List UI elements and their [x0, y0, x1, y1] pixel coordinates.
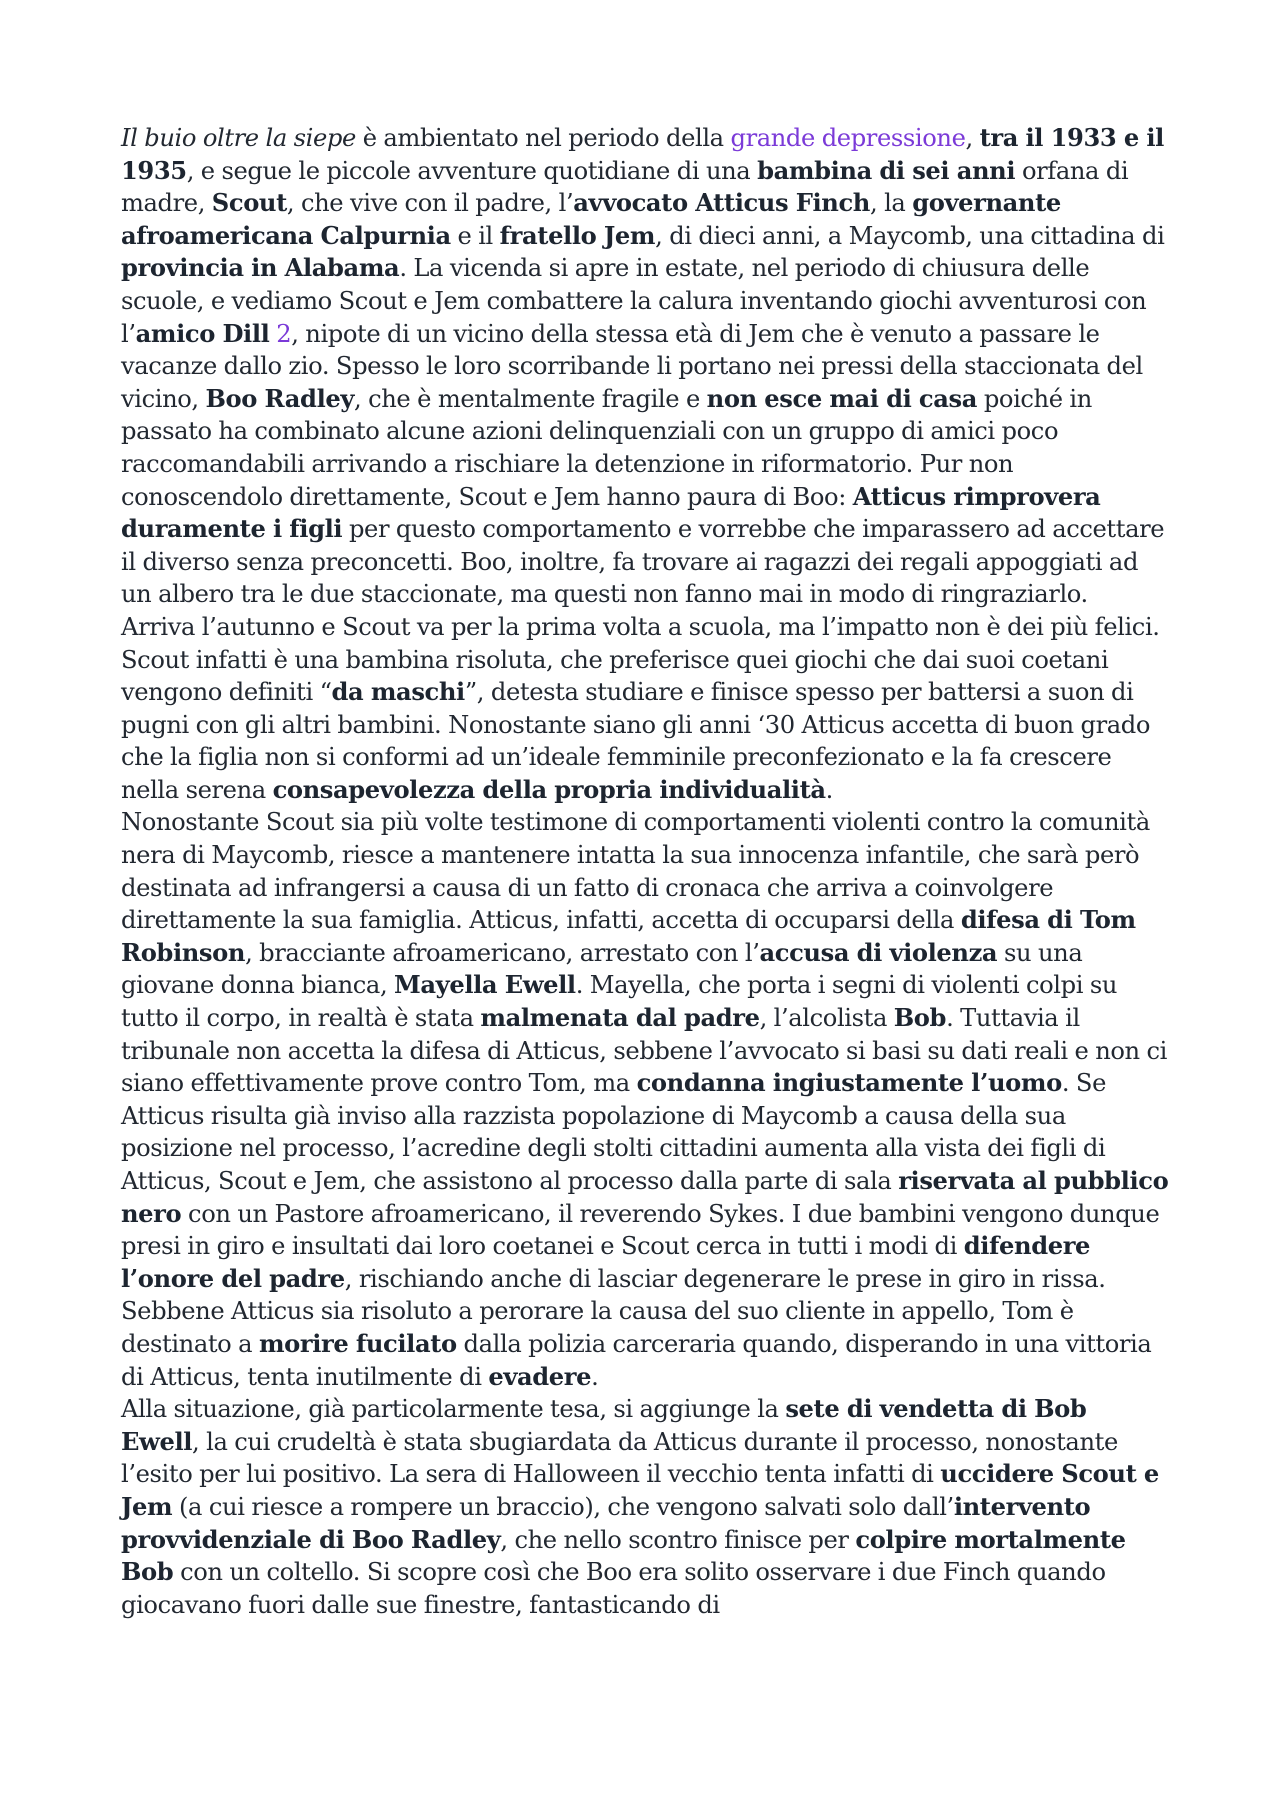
bold-text: uccidere Scout e Jem [121, 1459, 1159, 1521]
paragraph [121, 806, 1171, 1295]
bold-text: non esce mai di casa [706, 383, 978, 413]
text-run: dalla polizia carceraria quando, disperando in una vittoria di Atticus, tenta inutilmente di [121, 1329, 1152, 1391]
bold-text: Scout [211, 188, 287, 218]
bold-text: bambina di sei anni [757, 155, 1016, 185]
text-run: Arriva l’autunno e Scout va per la prima volta a scuola, ma l’impatto non è dei più felici. Scout infatti è una bambina risoluta, che preferisce quei giochi che dai suoi coetani vengono definiti “ [121, 612, 1160, 707]
text-run: , rischiando anche di lasciar degenerare le prese in giro in rissa. [344, 1264, 1106, 1293]
text-run: Nonostante Scout sia più volte testimone di comportamenti violenti contro la comunità nera di Maycomb, riesce a mantenere intatta la sua innocenza infantile, che sarà però destinata ad infrangersi a causa di un fatto di cronaca che arriva a coinvolgere direttamente la sua famiglia. Atticus, infatti, accetta di occuparsi della [121, 808, 1150, 935]
text-run: , che nello scontro finisce per [500, 1525, 856, 1554]
text-run: orfana di madre, [121, 156, 1129, 218]
text-run: , l’alcolista [759, 1004, 894, 1033]
bold-text: tra il 1933 e il 1935 [121, 123, 1164, 185]
bold-text: riservata al pubblico nero [121, 1166, 1169, 1228]
paragraph [121, 1295, 1171, 1393]
text-run: Sebbene Atticus sia risoluto a perorare la causa del suo cliente in appello, Tom è destinato a [121, 1297, 1074, 1358]
bold-text: accusa di violenza [759, 937, 998, 967]
text-run: . [591, 1362, 599, 1391]
text-run: , la [870, 189, 913, 218]
text-run: , bracciante afroamericano, arrestato con l’ [245, 938, 760, 967]
text-run: con un coltello. Si scopre così che Boo era solito osservare i due Finch quando giocavano fuori dalle sue finestre, fantasticando di [121, 1558, 1106, 1619]
bold-text: difesa di Tom Robinson [121, 905, 1136, 967]
text-run: . Mayella, che porta i segni di violenti colpi su tutto il corpo, in realtà è stata [121, 971, 1118, 1033]
paragraph [121, 122, 1171, 611]
bold-text: malmenata dal padre [480, 1003, 760, 1033]
text-run: . La vicenda si apre in estate, nel periodo di chiusura delle scuole, e vediamo Scout e Jem combattere la calura inventando giochi avventurosi con l’ [121, 254, 1147, 348]
bold-text: Atticus rimprovera duramente i figli [121, 481, 1101, 544]
text-run: . Se Atticus risulta già inviso alla razzista popolazione di Maycomb a causa della sua posizione nel processo, l’acredine degli stolti cittadini aumenta alla vista dei figli di Atticus, Scout e Jem, che assistono al processo dalla parte di sala [121, 1069, 1107, 1195]
text-run: per questo comportamento e vorrebbe che imparassero ad accettare il diverso senza preconcetti. Boo, inoltre, fa trovare ai ragazzi dei regali appoggiati ad un albero tra le due staccionate, ma questi non fanno mai in modo di ringraziarlo. [121, 515, 1165, 609]
bold-text: intervento provvidenziale di Boo Radley [121, 1491, 1091, 1554]
text-run: (a cui riesce a rompere un braccio), che vengono salvati solo dall’ [172, 1492, 954, 1521]
book-title: Il buio oltre la siepe [121, 124, 356, 152]
text-run: , che vive con il padre, l’ [286, 189, 574, 218]
bold-text: Bob [893, 1003, 947, 1033]
text-run: , e segue le piccole avventure quotidiane di una [186, 156, 758, 185]
bold-text: Mayella Ewell [394, 970, 576, 1000]
body-text [121, 122, 1171, 1621]
text-run: Alla situazione, già particolarmente tesa, si aggiunge la [121, 1395, 786, 1424]
bold-text: sete di vendetta di Bob Ewell [121, 1394, 1087, 1456]
hyperlink-text: grande depressione [730, 124, 966, 152]
paragraph [121, 611, 1171, 807]
text-run: , la cui crudeltà è stata sbugiardata da Atticus durante il processo, nonostante l’esito per lui positivo. La sera di Halloween il vecchio tenta infatti di [121, 1427, 1118, 1489]
text-run: , nipote di un vicino della stessa età di Jem che è venuto a passare le vacanze dallo zio. Spesso le loro scorribande li portano nei pressi della staccionata del vicino, [121, 319, 1143, 413]
bold-text: condanna ingiustamente l’uomo [636, 1068, 1062, 1098]
bold-text: provincia in Alabama [121, 253, 400, 283]
hyperlink-text: 2 [276, 319, 292, 348]
bold-text: fratello Jem [499, 220, 656, 250]
paragraph [121, 1393, 1171, 1621]
bold-text: morire fucilato [258, 1328, 457, 1358]
text-run: e il [450, 221, 500, 250]
text-run: ”, detesta studiare e finisce spesso per battersi a suon di pugni con gli altri bambini. Nonostante siano gli anni ‘30 Atticus accetta di buon grado che la figlia non si conformi ad un’ideale femminile preconfezionato e la fa crescere nella serena [121, 678, 1151, 804]
text-run: , [965, 124, 980, 152]
text-run: , di dieci anni, a Maycomb, una cittadina di [655, 221, 1165, 250]
bold-text: Boo Radley [205, 383, 355, 413]
text-run: , che è mentalmente fragile e [354, 384, 707, 413]
bold-text: da maschi [331, 677, 465, 707]
bold-text: governante afroamericana Calpurnia [121, 188, 1061, 250]
bold-text: evadere [488, 1361, 592, 1391]
text-run: poiché in passato ha combinato alcune azioni delinquenziali con un gruppo di amici poco raccomandabili arrivando a rischiare la detenzione in riformatorio. Pur non conoscendolo direttamente, Scout e Jem hanno paura di Boo: [121, 384, 1092, 511]
bold-text: amico Dill [135, 318, 270, 348]
text-run: . [825, 775, 833, 804]
text-run: su una giovane donna bianca, [121, 938, 1083, 1000]
text-run: è ambientato nel periodo della [355, 124, 731, 152]
bold-text: colpire mortalmente Bob [121, 1524, 1126, 1587]
text-run: con un Pastore afroamericano, il reverendo Sykes. I due bambini vengono dunque presi in giro e insultati dai loro coetanei e Scout cerca in tutti i modi di [121, 1199, 1160, 1261]
bold-text: consapevolezza della propria individualità [272, 774, 826, 804]
bold-text: difendere l’onore del padre [121, 1231, 1091, 1293]
text-run: . Tuttavia il tribunale non accetta la difesa di Atticus, sebbene l’avvocato si basi su dati reali e non ci siano effettivamente prove contro Tom, ma [121, 1004, 1168, 1098]
bold-text: avvocato Atticus Finch [573, 188, 870, 218]
